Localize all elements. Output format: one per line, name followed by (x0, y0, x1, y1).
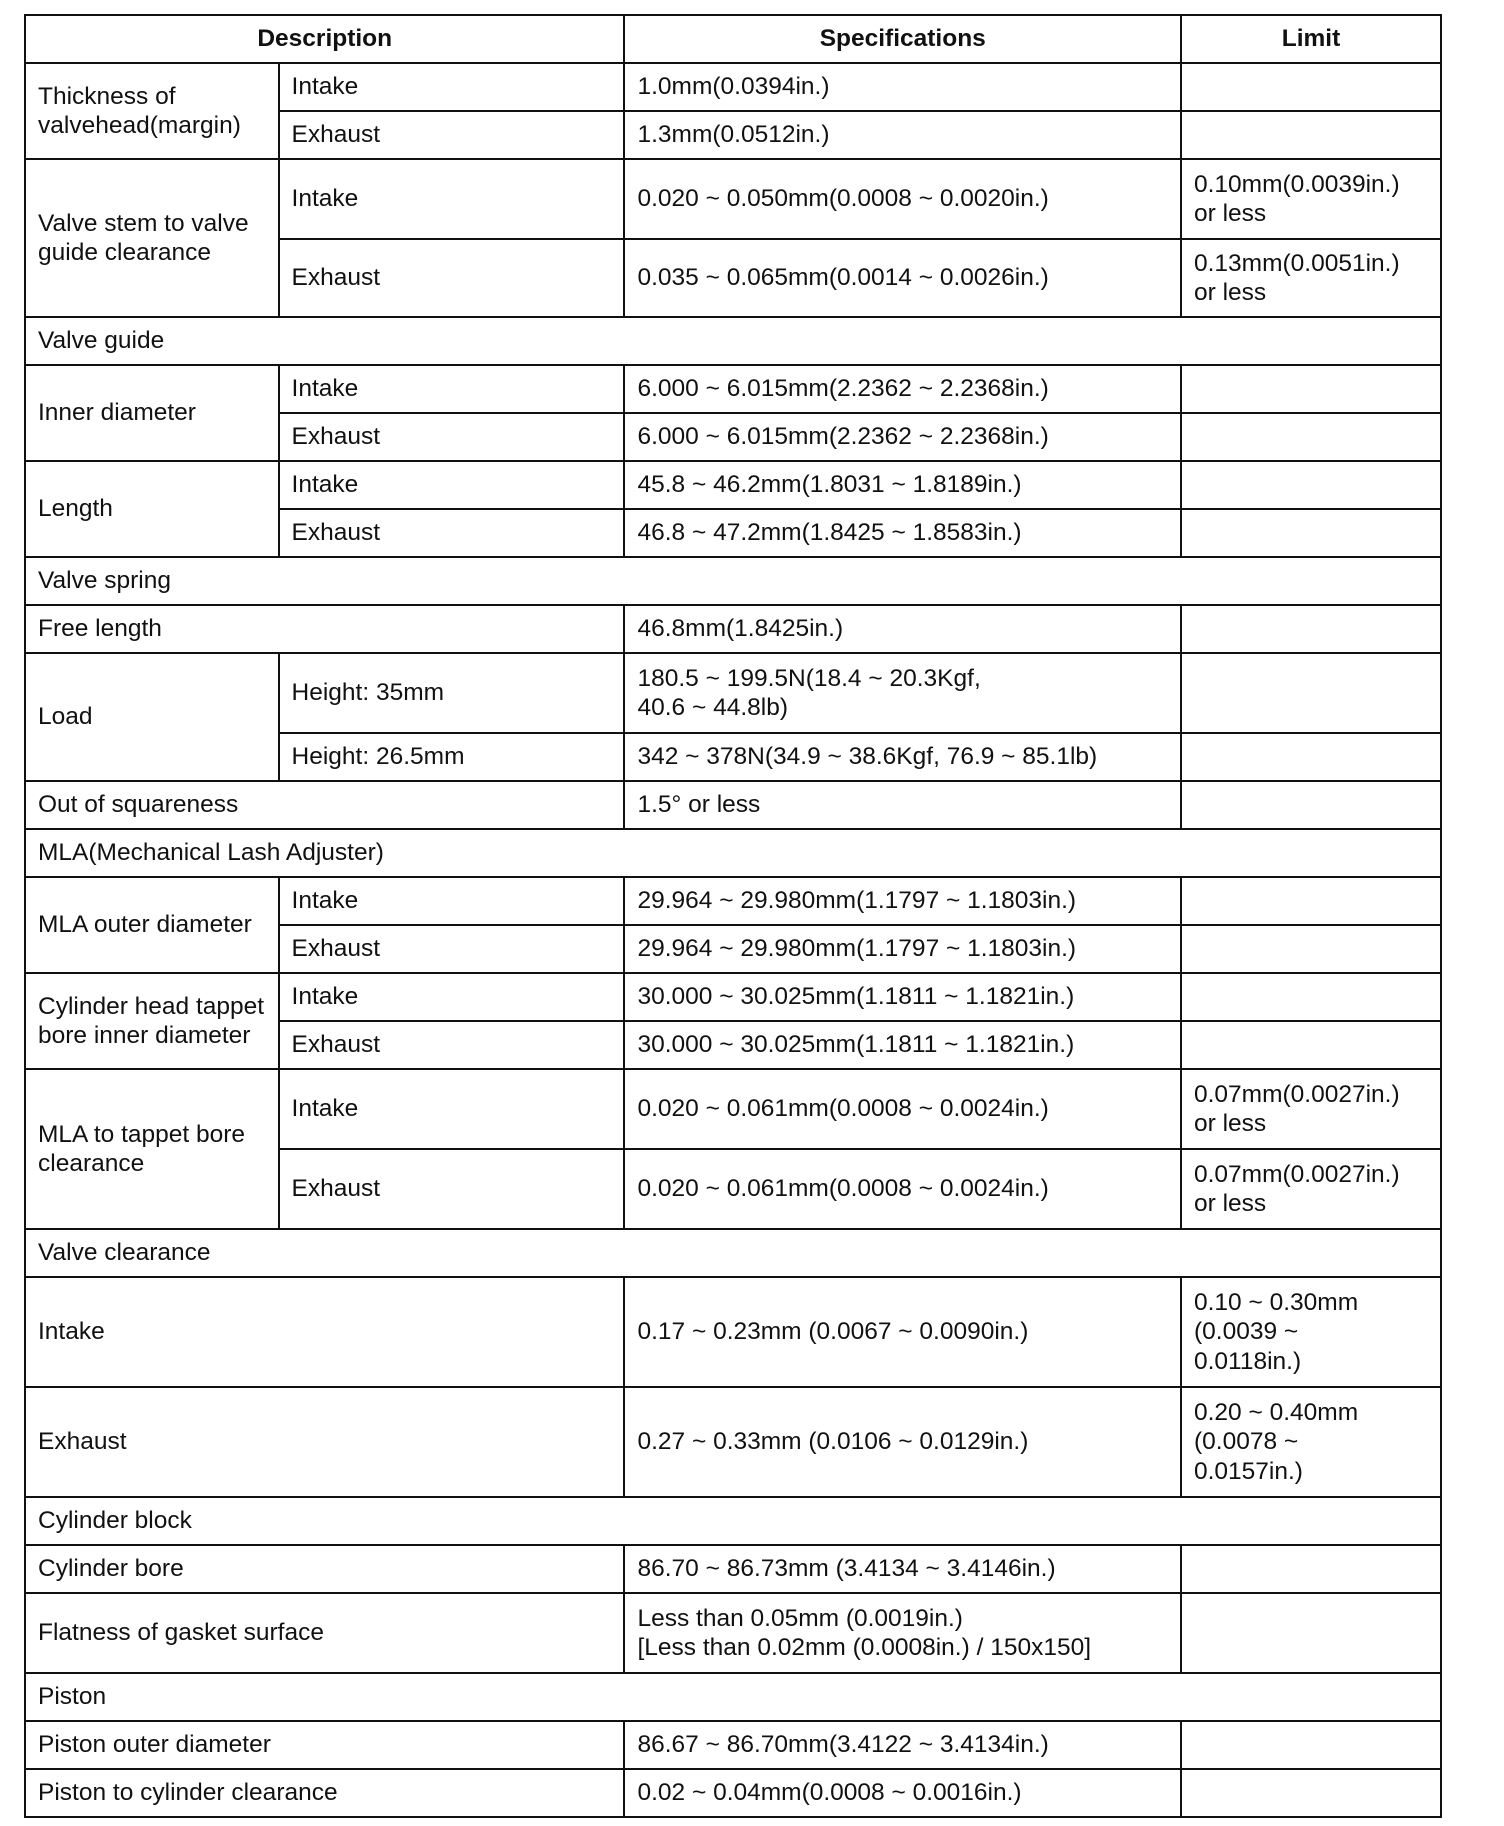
spec-value: 86.67 ~ 86.70mm(3.4122 ~ 3.4134in.) (624, 1721, 1181, 1769)
limit-value (1181, 1593, 1441, 1673)
spec-value: 86.70 ~ 86.73mm (3.4134 ~ 3.4146in.) (624, 1545, 1181, 1593)
limit-line: or less (1194, 1110, 1267, 1137)
row-label-line: Valve stem to valve (38, 209, 249, 237)
spec-value: 1.0mm(0.0394in.) (624, 63, 1181, 111)
row-label: MLA outer diameter (25, 877, 279, 973)
row-label-line: Thickness of (38, 82, 176, 110)
limit-value (1181, 925, 1441, 973)
row-label-line: bore inner diameter (38, 1022, 251, 1049)
table-row (25, 1593, 1441, 1673)
section-row (25, 829, 1441, 877)
spec-value (624, 1593, 1181, 1673)
limit-value (1181, 461, 1441, 509)
limit-line: 0.07mm(0.0027in.) (1194, 1080, 1400, 1108)
spec-value: 1.3mm(0.0512in.) (624, 111, 1181, 159)
spec-line: 40.6 ~ 44.8lb) (637, 694, 789, 721)
row-label: Intake (25, 1277, 624, 1387)
sub-label: Height: 26.5mm (279, 733, 625, 781)
spec-value: 0.035 ~ 0.065mm(0.0014 ~ 0.0026in.) (624, 239, 1181, 317)
spec-value: 6.000 ~ 6.015mm(2.2362 ~ 2.2368in.) (624, 365, 1181, 413)
spec-value: 46.8mm(1.8425in.) (624, 605, 1181, 653)
row-label (25, 159, 279, 317)
table-row (25, 63, 1441, 111)
sub-label: Exhaust (279, 1021, 625, 1069)
row-label: Cylinder bore (25, 1545, 624, 1593)
limit-value (1181, 1021, 1441, 1069)
row-label-line: Cylinder head tappet (38, 992, 265, 1020)
row-label: Load (25, 653, 279, 781)
table-row (25, 1545, 1441, 1593)
limit-value (1181, 1545, 1441, 1593)
limit-value (1181, 111, 1441, 159)
limit-line: or less (1194, 200, 1267, 227)
sub-label: Height: 35mm (279, 653, 625, 733)
row-label: Piston to cylinder clearance (25, 1769, 624, 1817)
row-label (25, 1069, 279, 1229)
limit-value (1181, 1069, 1441, 1149)
limit-line: 0.0157in.) (1194, 1457, 1303, 1485)
spec-line: 180.5 ~ 199.5N(18.4 ~ 20.3Kgf, (637, 664, 981, 692)
sub-label: Intake (279, 159, 625, 239)
table-row (25, 159, 1441, 239)
section-row (25, 1673, 1441, 1721)
specification-table (24, 14, 1442, 1818)
row-label-line: clearance (38, 1150, 145, 1177)
sub-label: Exhaust (279, 111, 625, 159)
sub-label: Intake (279, 461, 625, 509)
sub-label: Intake (279, 1069, 625, 1149)
section-heading: MLA(Mechanical Lash Adjuster) (25, 829, 1441, 877)
row-label: Exhaust (25, 1387, 624, 1497)
row-label: Length (25, 461, 279, 557)
table-row (25, 365, 1441, 413)
limit-value (1181, 781, 1441, 829)
header-limit: Limit (1181, 15, 1441, 63)
limit-line: 0.07mm(0.0027in.) (1194, 1160, 1400, 1188)
section-heading: Valve clearance (25, 1229, 1441, 1277)
limit-value (1181, 1721, 1441, 1769)
sub-label: Intake (279, 877, 625, 925)
limit-line: 0.20 ~ 0.40mm (1194, 1398, 1359, 1426)
row-label: Free length (25, 605, 624, 653)
table-row (25, 1769, 1441, 1817)
section-row (25, 557, 1441, 605)
limit-value (1181, 1277, 1441, 1387)
limit-line: 0.0118in.) (1194, 1347, 1302, 1375)
spec-value: 1.5° or less (624, 781, 1181, 829)
row-label: Flatness of gasket surface (25, 1593, 624, 1673)
spec-value: 29.964 ~ 29.980mm(1.1797 ~ 1.1803in.) (624, 877, 1181, 925)
limit-value (1181, 413, 1441, 461)
spec-value: 46.8 ~ 47.2mm(1.8425 ~ 1.8583in.) (624, 509, 1181, 557)
section-heading: Cylinder block (25, 1497, 1441, 1545)
spec-value: 0.02 ~ 0.04mm(0.0008 ~ 0.0016in.) (624, 1769, 1181, 1817)
limit-value (1181, 653, 1441, 733)
table-row (25, 973, 1441, 1021)
spec-value: 29.964 ~ 29.980mm(1.1797 ~ 1.1803in.) (624, 925, 1181, 973)
limit-value (1181, 877, 1441, 925)
limit-line: or less (1194, 1190, 1267, 1217)
table-row (25, 781, 1441, 829)
limit-value (1181, 1149, 1441, 1229)
limit-line: 0.13mm(0.0051in.) (1194, 249, 1400, 277)
row-label (25, 973, 279, 1069)
limit-line: or less (1194, 279, 1267, 306)
table-row (25, 605, 1441, 653)
section-row (25, 317, 1441, 365)
sub-label: Intake (279, 63, 625, 111)
sub-label: Exhaust (279, 509, 625, 557)
row-label: Out of squareness (25, 781, 624, 829)
header-row (25, 15, 1441, 63)
sub-label: Intake (279, 973, 625, 1021)
sub-label: Exhaust (279, 1149, 625, 1229)
section-heading: Valve guide (25, 317, 1441, 365)
spec-value: 0.020 ~ 0.050mm(0.0008 ~ 0.0020in.) (624, 159, 1181, 239)
spec-value: 30.000 ~ 30.025mm(1.1811 ~ 1.1821in.) (624, 973, 1181, 1021)
spec-line: [Less than 0.02mm (0.0008in.) / 150x150] (637, 1634, 1092, 1661)
limit-value (1181, 605, 1441, 653)
table-row (25, 1387, 1441, 1497)
row-label: Inner diameter (25, 365, 279, 461)
limit-line: (0.0078 ~ (1194, 1428, 1299, 1456)
spec-value: 0.020 ~ 0.061mm(0.0008 ~ 0.0024in.) (624, 1069, 1181, 1149)
limit-value (1181, 159, 1441, 239)
table-row (25, 1721, 1441, 1769)
spec-value: 0.020 ~ 0.061mm(0.0008 ~ 0.0024in.) (624, 1149, 1181, 1229)
sub-label: Exhaust (279, 239, 625, 317)
limit-value (1181, 63, 1441, 111)
table-row (25, 1277, 1441, 1387)
section-row (25, 1497, 1441, 1545)
spec-value: 45.8 ~ 46.2mm(1.8031 ~ 1.8189in.) (624, 461, 1181, 509)
limit-value (1181, 733, 1441, 781)
spec-line: Less than 0.05mm (0.0019in.) (637, 1604, 963, 1632)
spec-value: 6.000 ~ 6.015mm(2.2362 ~ 2.2368in.) (624, 413, 1181, 461)
table-row (25, 877, 1441, 925)
header-specifications: Specifications (624, 15, 1181, 63)
sub-label: Exhaust (279, 413, 625, 461)
spec-value: 0.17 ~ 0.23mm (0.0067 ~ 0.0090in.) (624, 1277, 1181, 1387)
spec-value: 342 ~ 378N(34.9 ~ 38.6Kgf, 76.9 ~ 85.1lb) (624, 733, 1181, 781)
table-row (25, 653, 1441, 733)
spec-value (624, 653, 1181, 733)
spec-sheet (24, 14, 1442, 1818)
limit-value (1181, 239, 1441, 317)
table-row (25, 1069, 1441, 1149)
limit-value (1181, 1387, 1441, 1497)
spec-value: 0.27 ~ 0.33mm (0.0106 ~ 0.0129in.) (624, 1387, 1181, 1497)
row-label-line: MLA to tappet bore (38, 1120, 246, 1148)
limit-line: (0.0039 ~ (1194, 1318, 1299, 1346)
row-label-line: guide clearance (38, 239, 211, 266)
section-row (25, 1229, 1441, 1277)
header-description: Description (25, 15, 624, 63)
sub-label: Exhaust (279, 925, 625, 973)
row-label-line: valvehead(margin) (38, 112, 241, 139)
row-label (25, 63, 279, 159)
row-label: Piston outer diameter (25, 1721, 624, 1769)
limit-line: 0.10mm(0.0039in.) (1194, 170, 1400, 198)
section-heading: Valve spring (25, 557, 1441, 605)
limit-value (1181, 1769, 1441, 1817)
section-heading: Piston (25, 1673, 1441, 1721)
table-row (25, 461, 1441, 509)
limit-value (1181, 973, 1441, 1021)
spec-value: 30.000 ~ 30.025mm(1.1811 ~ 1.1821in.) (624, 1021, 1181, 1069)
limit-value (1181, 365, 1441, 413)
sub-label: Intake (279, 365, 625, 413)
limit-value (1181, 509, 1441, 557)
limit-line: 0.10 ~ 0.30mm (1194, 1288, 1359, 1316)
